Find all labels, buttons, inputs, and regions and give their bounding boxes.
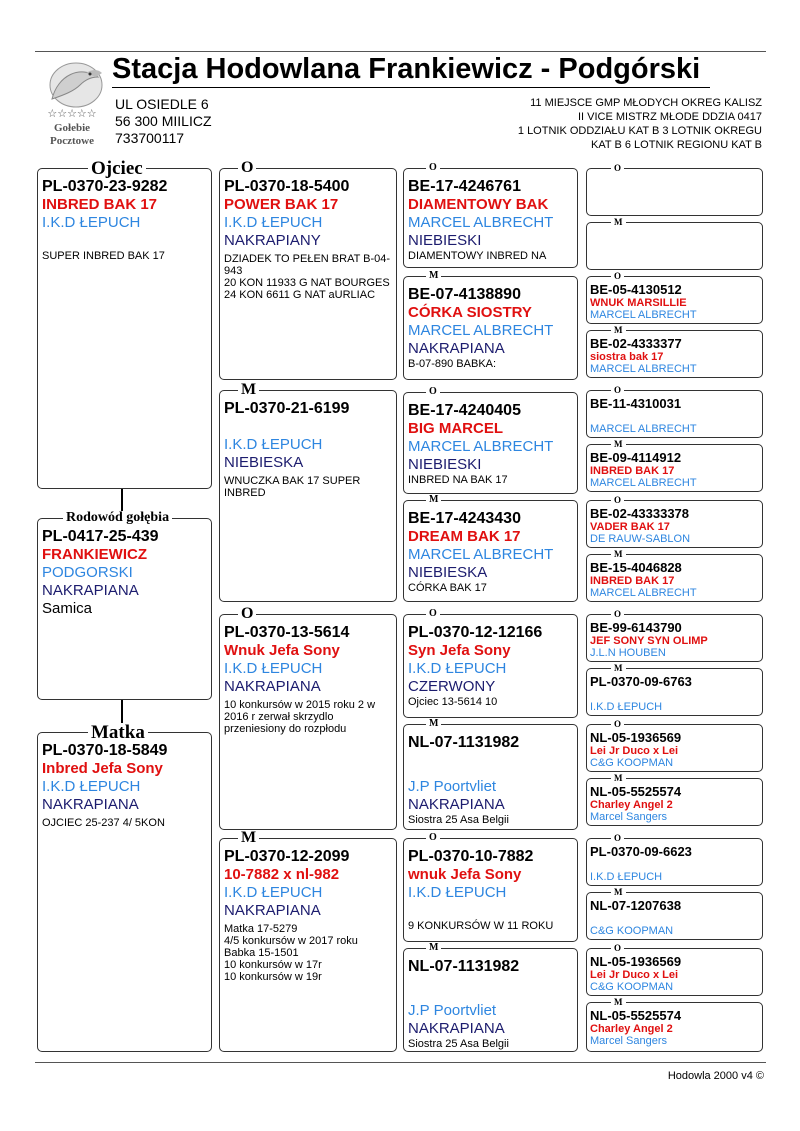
g4-card bbox=[586, 773, 763, 826]
note: Matka 17-5279 4/5 konkursów w 2017 roku Babka 15-1501 10 konkursów w 17r 10 konkursów w 19r bbox=[224, 923, 358, 983]
pigeon-name: INBRED BAK 17 bbox=[590, 575, 675, 587]
top-rule bbox=[35, 51, 766, 52]
sire-label: O bbox=[611, 272, 624, 281]
dam-label: M bbox=[611, 664, 626, 673]
ring-number: BE-99-6143790 bbox=[590, 620, 682, 635]
ring-number: NL-07-1131982 bbox=[408, 958, 520, 975]
note: Siostra 25 Asa Belgii bbox=[408, 1038, 509, 1050]
pigeon-name: siostra bak 17 bbox=[590, 351, 664, 363]
owner: MARCEL ALBRECHT bbox=[408, 438, 554, 455]
sire-label: O bbox=[426, 163, 440, 173]
achievement-line: KAT B 6 LOTNIK REGIONU KAT B bbox=[591, 139, 762, 151]
g4-card bbox=[586, 997, 763, 1052]
owner: Marcel Sangers bbox=[590, 1035, 668, 1047]
pigeon-name: WNUK MARSILLIE bbox=[590, 297, 687, 309]
mother-label: Matka bbox=[88, 723, 148, 742]
owner: MARCEL ALBRECHT bbox=[590, 477, 697, 489]
sire-label: O bbox=[611, 834, 624, 843]
note: B-07-890 BABKA: bbox=[408, 358, 497, 370]
note: Ojciec 13-5614 10 bbox=[408, 696, 498, 708]
g4-card bbox=[586, 549, 763, 602]
g4-card bbox=[586, 609, 763, 662]
ring-number: BE-17-4240405 bbox=[408, 402, 521, 419]
dam-label: M bbox=[611, 440, 626, 449]
sire-label: O bbox=[611, 164, 624, 173]
owner: PODGORSKI bbox=[42, 564, 133, 581]
note: INBRED NA BAK 17 bbox=[408, 474, 508, 486]
pigeon-name bbox=[224, 418, 392, 436]
pigeon-name: Lei Jr Duco x Lei bbox=[590, 969, 679, 981]
title-underline bbox=[112, 87, 710, 88]
g4-card bbox=[586, 271, 763, 324]
g3-card bbox=[403, 832, 578, 942]
pigeon-name: 10-7882 x nl-982 bbox=[224, 866, 340, 883]
feather-color: NIEBIESKA bbox=[408, 564, 488, 581]
page-title: Stacja Hodowlana Frankiewicz - Podgórski bbox=[112, 53, 701, 85]
dam-label: M bbox=[426, 719, 441, 729]
sire-label: O bbox=[611, 720, 624, 729]
feather-color: NAKRAPIANA bbox=[224, 902, 321, 919]
feather-color: NIEBIESKA bbox=[224, 454, 304, 471]
pigeon-name: wnuk Jefa Sony bbox=[408, 866, 522, 883]
ring-number: BE-02-4333377 bbox=[590, 336, 682, 351]
g2-card bbox=[219, 829, 397, 1052]
subject-card bbox=[37, 510, 212, 700]
g3-card bbox=[403, 494, 578, 602]
feather-color: NAKRAPIANA bbox=[224, 678, 321, 695]
pigeon-name: Wnuk Jefa Sony bbox=[224, 642, 340, 659]
owner: MARCEL ALBRECHT bbox=[590, 309, 697, 321]
feather-color: NAKRAPIANA bbox=[408, 1020, 505, 1037]
owner: DE RAUW-SABLON bbox=[590, 533, 691, 545]
sire-label: O bbox=[238, 160, 256, 176]
g3-card bbox=[403, 608, 578, 718]
sire-label: O bbox=[426, 609, 440, 619]
ring-number: PL-0417-25-439 bbox=[42, 528, 159, 545]
ring-number: BE-07-4138890 bbox=[408, 286, 521, 303]
pigeon-name: CÓRKA SIOSTRY bbox=[408, 304, 532, 321]
g3-card bbox=[403, 718, 578, 830]
sire-label: O bbox=[238, 606, 256, 622]
pigeon-name: Charley Angel 2 bbox=[590, 799, 673, 811]
owner: MARCEL ALBRECHT bbox=[408, 546, 554, 563]
ring-number: NL-05-5525574 bbox=[590, 1008, 682, 1023]
g3-card bbox=[403, 942, 578, 1052]
logo-text-line2: Pocztowe bbox=[50, 135, 94, 147]
g3-card bbox=[403, 162, 578, 268]
achievement-line: 11 MIEJSCE GMP MŁODYCH OKREG KALISZ bbox=[530, 97, 762, 109]
pigeon-name bbox=[590, 411, 759, 423]
g2-card bbox=[219, 605, 397, 830]
sire-label: O bbox=[426, 833, 440, 843]
owner: I.K.D ŁEPUCH bbox=[408, 884, 507, 901]
owner: I.K.D ŁEPUCH bbox=[590, 871, 663, 883]
note: 9 KONKURSÓW W 11 ROKU bbox=[408, 920, 554, 932]
phone-number: 733700117 bbox=[115, 130, 185, 146]
owner: I.K.D ŁEPUCH bbox=[224, 884, 323, 901]
owner: J.P Poortvliet bbox=[408, 778, 497, 795]
dam-label: M bbox=[611, 550, 626, 559]
ring-number: BE-17-4246761 bbox=[408, 178, 521, 195]
logo-text-line1: Gołebie bbox=[53, 122, 91, 134]
logo-stars: ☆☆☆☆☆ bbox=[47, 107, 97, 120]
dam-label: M bbox=[611, 888, 626, 897]
g4-card bbox=[586, 439, 763, 492]
note: CÓRKA BAK 17 bbox=[408, 582, 487, 594]
g3-card bbox=[403, 386, 578, 494]
note: DZIADEK TO PEŁEN BRAT B-04-943 20 KON 11933 G NAT BOURGES 24 KON 6611 G NAT aURLIAC bbox=[224, 253, 391, 301]
feather-color: NAKRAPIANA bbox=[408, 796, 505, 813]
pigeon-name: FRANKIEWICZ bbox=[42, 546, 147, 563]
ring-number: BE-15-4046828 bbox=[590, 560, 682, 575]
g4-card bbox=[586, 325, 763, 378]
ring-number: PL-0370-23-9282 bbox=[42, 178, 168, 195]
feather-color bbox=[408, 902, 573, 920]
pigeon-name: BIG MARCEL bbox=[408, 420, 503, 437]
dam-label: M bbox=[611, 218, 626, 227]
ring-number: NL-05-1936569 bbox=[590, 730, 682, 745]
feather-color: NAKRAPIANA bbox=[42, 582, 139, 599]
feather-color: CZERWONY bbox=[408, 678, 496, 695]
dam-label: M bbox=[426, 271, 441, 281]
g4-card bbox=[586, 943, 763, 996]
feather-color: NAKRAPIANY bbox=[224, 232, 321, 249]
dam-label: M bbox=[611, 774, 626, 783]
dam-label: M bbox=[426, 495, 441, 505]
ring-number: PL-0370-21-6199 bbox=[224, 400, 350, 417]
owner: I.K.D ŁEPUCH bbox=[42, 778, 141, 795]
pigeon-name bbox=[408, 760, 573, 778]
g4-card bbox=[586, 217, 763, 270]
sire-label: O bbox=[611, 386, 624, 395]
pigeon-name bbox=[590, 913, 759, 925]
sire-label: O bbox=[611, 610, 624, 619]
ring-number: PL-0370-18-5849 bbox=[42, 742, 168, 759]
owner: MARCEL ALBRECHT bbox=[590, 363, 697, 375]
dam-label: M bbox=[611, 998, 626, 1007]
owner: I.K.D ŁEPUCH bbox=[224, 214, 323, 231]
pigeon-name: DREAM BAK 17 bbox=[408, 528, 521, 545]
ring-number: BE-09-4114912 bbox=[590, 450, 682, 465]
pigeon-logo bbox=[36, 55, 108, 147]
note: OJCIEC 25-237 4/ 5KON bbox=[42, 817, 165, 829]
pigeon-name: Inbred Jefa Sony bbox=[42, 760, 163, 777]
ring-number: BE-05-4130512 bbox=[590, 282, 682, 297]
achievement-line: 1 LOTNIK ODDZIAŁU KAT B 3 LOTNIK OKREGU bbox=[517, 125, 762, 137]
owner: MARCEL ALBRECHT bbox=[408, 322, 554, 339]
achievement-line: II VICE MISTRZ MŁODE DDZIA 0417 bbox=[578, 111, 762, 123]
feather-color: NAKRAPIANA bbox=[408, 340, 505, 357]
sire-label: O bbox=[426, 387, 440, 397]
breeder-address bbox=[115, 96, 212, 147]
pigeon-name: JEF SONY SYN OLIMP bbox=[590, 635, 708, 647]
address-line: UL OSIEDLE 6 bbox=[115, 96, 209, 112]
owner: C&G KOOPMAN bbox=[590, 757, 674, 769]
ring-number: BE-02-43333378 bbox=[590, 506, 690, 521]
owner: I.K.D ŁEPUCH bbox=[224, 660, 323, 677]
ring-number: PL-0370-12-12166 bbox=[408, 624, 543, 641]
achievements bbox=[518, 96, 762, 152]
g4-card bbox=[586, 833, 763, 886]
father-card bbox=[37, 158, 212, 489]
note: Siostra 25 Asa Belgii bbox=[408, 814, 509, 826]
bottom-rule bbox=[35, 1062, 766, 1063]
owner: MARCEL ALBRECHT bbox=[590, 423, 697, 435]
ring-number: BE-17-4243430 bbox=[408, 510, 521, 527]
sire-label: O bbox=[611, 496, 624, 505]
mother-card bbox=[37, 722, 212, 1052]
owner: J.P Poortvliet bbox=[408, 1002, 497, 1019]
sire-label: O bbox=[611, 944, 624, 953]
pigeon-name: Lei Jr Duco x Lei bbox=[590, 745, 679, 757]
note: SUPER INBRED BAK 17 bbox=[42, 250, 165, 262]
g4-card bbox=[586, 663, 763, 716]
owner: I.K.D ŁEPUCH bbox=[224, 436, 323, 453]
owner: I.K.D ŁEPUCH bbox=[42, 214, 141, 231]
owner: MARCEL ALBRECHT bbox=[408, 214, 554, 231]
pigeon-name bbox=[590, 689, 759, 701]
pigeon-name: Charley Angel 2 bbox=[590, 1023, 673, 1035]
ring-number: PL-0370-10-7882 bbox=[408, 848, 534, 865]
g4-card bbox=[586, 719, 763, 772]
note: DIAMENTOWY INBRED NA bbox=[408, 250, 547, 262]
ring-number: NL-05-1936569 bbox=[590, 954, 682, 969]
ring-number: NL-07-1207638 bbox=[590, 898, 682, 913]
owner: J.L.N HOUBEN bbox=[590, 647, 666, 659]
pigeon-name: VADER BAK 17 bbox=[590, 521, 670, 533]
note: WNUCZKA BAK 17 SUPER INBRED bbox=[224, 475, 361, 499]
pigeon-name: Syn Jefa Sony bbox=[408, 642, 511, 659]
feather-color: NAKRAPIANA bbox=[42, 796, 139, 813]
dam-label: M bbox=[238, 382, 259, 398]
address-line: 56 300 MIILICZ bbox=[115, 113, 212, 129]
owner: C&G KOOPMAN bbox=[590, 981, 674, 993]
subject-label: Rodowód gołębia bbox=[63, 511, 172, 525]
owner: MARCEL ALBRECHT bbox=[590, 587, 697, 599]
g4-card bbox=[586, 163, 763, 216]
owner: Marcel Sangers bbox=[590, 811, 668, 823]
sex: Samica bbox=[42, 600, 93, 617]
note: 10 konkursów w 2015 roku 2 w 2016 r zerwał skrzydlo przeniesiony do rozpłodu bbox=[224, 699, 376, 735]
ring-number: BE-11-4310031 bbox=[590, 396, 682, 411]
ring-number: NL-07-1131982 bbox=[408, 734, 520, 751]
feather-color: NIEBIESKI bbox=[408, 456, 482, 473]
g4-card bbox=[586, 385, 763, 438]
footer-credit: Hodowla 2000 v4 © bbox=[667, 1070, 764, 1082]
pigeon-name: INBRED BAK 17 bbox=[42, 196, 158, 213]
pigeon-name bbox=[590, 859, 759, 871]
pigeon-name: INBRED BAK 17 bbox=[590, 465, 675, 477]
pigeon-name: POWER BAK 17 bbox=[224, 196, 339, 213]
g4-card bbox=[586, 495, 763, 548]
ring-number: PL-0370-09-6763 bbox=[590, 674, 692, 689]
owner: C&G KOOPMAN bbox=[590, 925, 674, 937]
g2-card bbox=[219, 381, 397, 602]
owner: I.K.D ŁEPUCH bbox=[590, 701, 663, 713]
dam-label: M bbox=[426, 943, 441, 953]
dam-label: M bbox=[238, 830, 259, 846]
ring-number: PL-0370-18-5400 bbox=[224, 178, 350, 195]
ring-number: NL-05-5525574 bbox=[590, 784, 682, 799]
dam-label: M bbox=[611, 326, 626, 335]
father-label: Ojciec bbox=[88, 159, 146, 178]
g3-card bbox=[403, 270, 578, 380]
feather-color: NIEBIESKI bbox=[408, 232, 482, 249]
g2-card bbox=[219, 159, 397, 380]
ring-number: PL-0370-12-2099 bbox=[224, 848, 350, 865]
owner: I.K.D ŁEPUCH bbox=[408, 660, 507, 677]
g4-card bbox=[586, 887, 763, 940]
pigeon-name: DIAMENTOWY BAK bbox=[408, 196, 549, 213]
ring-number: PL-0370-09-6623 bbox=[590, 844, 692, 859]
pigeon-name bbox=[408, 984, 573, 1002]
ring-number: PL-0370-13-5614 bbox=[224, 624, 350, 641]
